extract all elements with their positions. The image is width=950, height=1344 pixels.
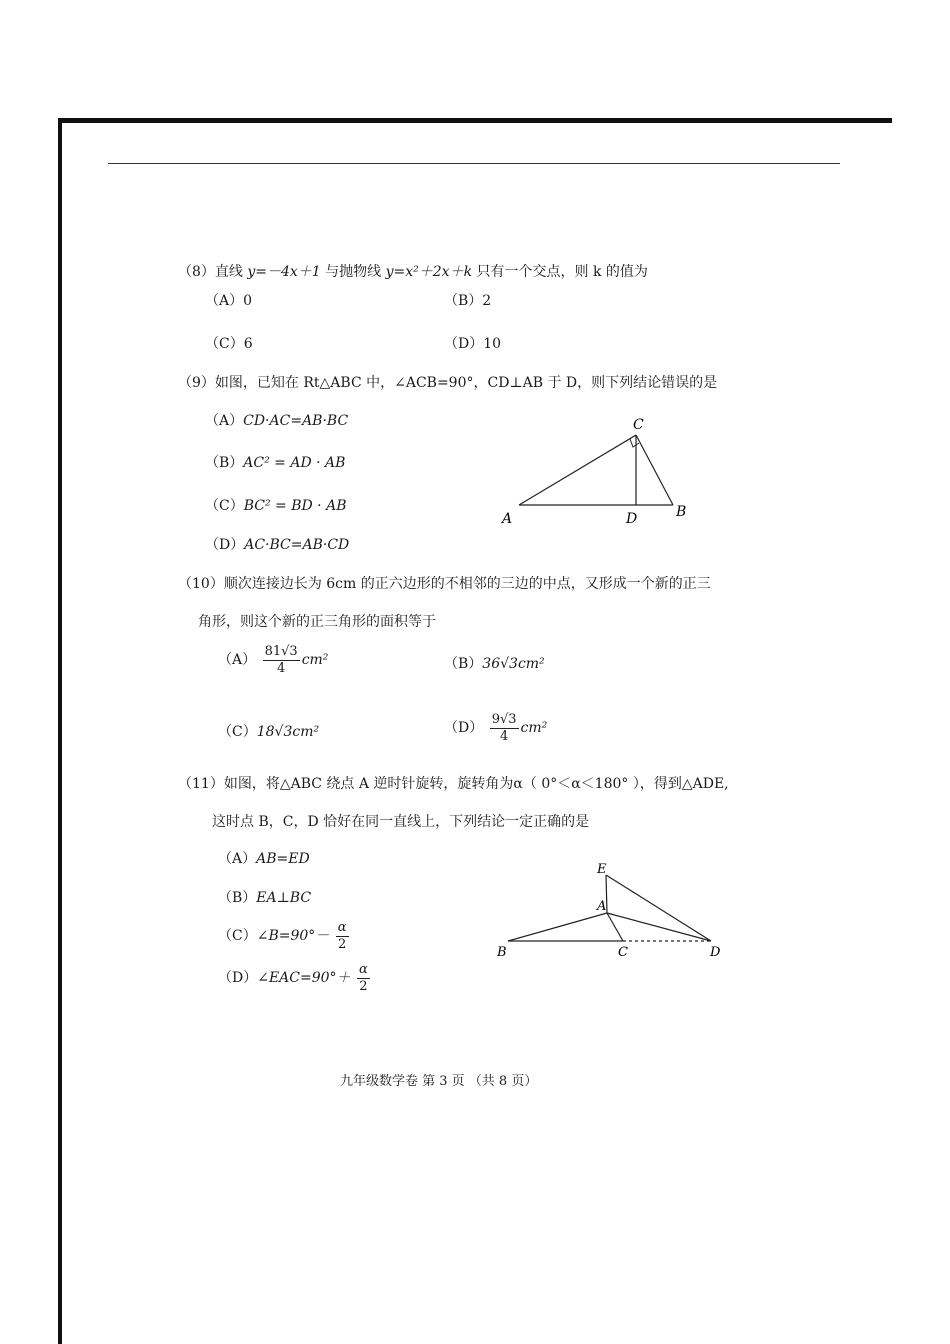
q11-side-ed (606, 875, 711, 941)
q9-label-c: C (633, 417, 644, 433)
q8-stem: （8）直线 y=－4x＋1 与抛物线 y=x²＋2x＋k 只有一个交点，则 k 的值为 (178, 264, 648, 280)
q11-option-a: （A）AB=ED (218, 851, 310, 867)
q11-option-c-fraction: $\frac{\alpha}{2}$ (337, 920, 347, 952)
q9-right-angle-mark (630, 439, 639, 447)
q9-side-cb (636, 435, 673, 505)
q11-stem-line2: 这时点 B，C，D 恰好在同一直线上，下列结论一定正确的是 (212, 814, 590, 830)
q9-label-d: D (626, 511, 638, 527)
q11-label-a: A (597, 899, 607, 914)
q10-option-d: （D） $\frac{9√3}{4}$ cm² (444, 712, 548, 744)
q11-label-e: E (597, 862, 607, 877)
q11-option-d: （D）∠EAC=90°＋ $\frac{\alpha}{2}$ (218, 962, 368, 994)
q10-option-a: （A） $\frac{81√3}{4}$ cm² (218, 644, 329, 676)
q11-option-d-fraction: $\frac{\alpha}{2}$ (359, 962, 368, 994)
q9-stem: （9）如图，已知在 Rt△ABC 中，∠ACB=90°，CD⊥AB 于 D，则下列结论错误的是 (178, 375, 718, 391)
q11-rotation-figure (490, 855, 730, 967)
q10-option-c: （C）18√3cm² (218, 724, 320, 740)
q9-label-b: B (676, 504, 687, 520)
q11-label-b: B (497, 945, 507, 960)
q8-option-d: （D）10 (444, 336, 502, 352)
q11-label-d: D (710, 945, 721, 960)
q10-option-a-fraction: $\frac{81√3}{4}$ (264, 644, 298, 676)
q9-option-b: （B）AC² = AD · AB (205, 455, 346, 471)
q10-stem-line1: （10）顺次连接边长为 6cm 的正六边形的不相邻的三边的中点，又形成一个新的正三 (178, 576, 711, 592)
q8-option-b: （B）2 (444, 293, 492, 309)
page-footer: 九年级数学卷 第 3 页 （共 8 页） (340, 1074, 538, 1089)
q11-option-c: （C）∠B=90°－ $\frac{\alpha}{2}$ (218, 920, 347, 952)
q9-side-ac (519, 435, 636, 505)
q9-option-d: （D）AC·BC=AB·CD (205, 537, 350, 553)
header-rule (108, 163, 840, 164)
q11-label-c: C (618, 945, 628, 960)
q8-option-c: （C）6 (205, 336, 253, 352)
q10-stem-line2: 角形，则这个新的正三角形的面积等于 (198, 614, 436, 630)
scan-border-top (58, 118, 892, 123)
q11-side-ad (607, 913, 711, 941)
q11-option-b: （B）EA⊥BC (218, 890, 312, 906)
q9-triangle-figure (495, 413, 695, 528)
q9-option-c: （C）BC² = BD · AB (205, 498, 347, 514)
q8-option-a: （A）0 (205, 293, 253, 309)
q11-stem-line1: （11）如图，将△ABC 绕点 A 逆时针旋转，旋转角为α（ 0°＜α＜180° ），得到△ADE, (178, 776, 729, 792)
q10-option-b: （B）36√3cm² (444, 656, 545, 672)
scan-border-left (58, 118, 62, 1344)
q9-option-a: （A）CD·AC=AB·BC (205, 413, 349, 429)
q11-side-ab (508, 913, 607, 941)
q9-label-a: A (502, 511, 513, 527)
q10-option-d-fraction: $\frac{9√3}{4}$ (491, 712, 517, 744)
